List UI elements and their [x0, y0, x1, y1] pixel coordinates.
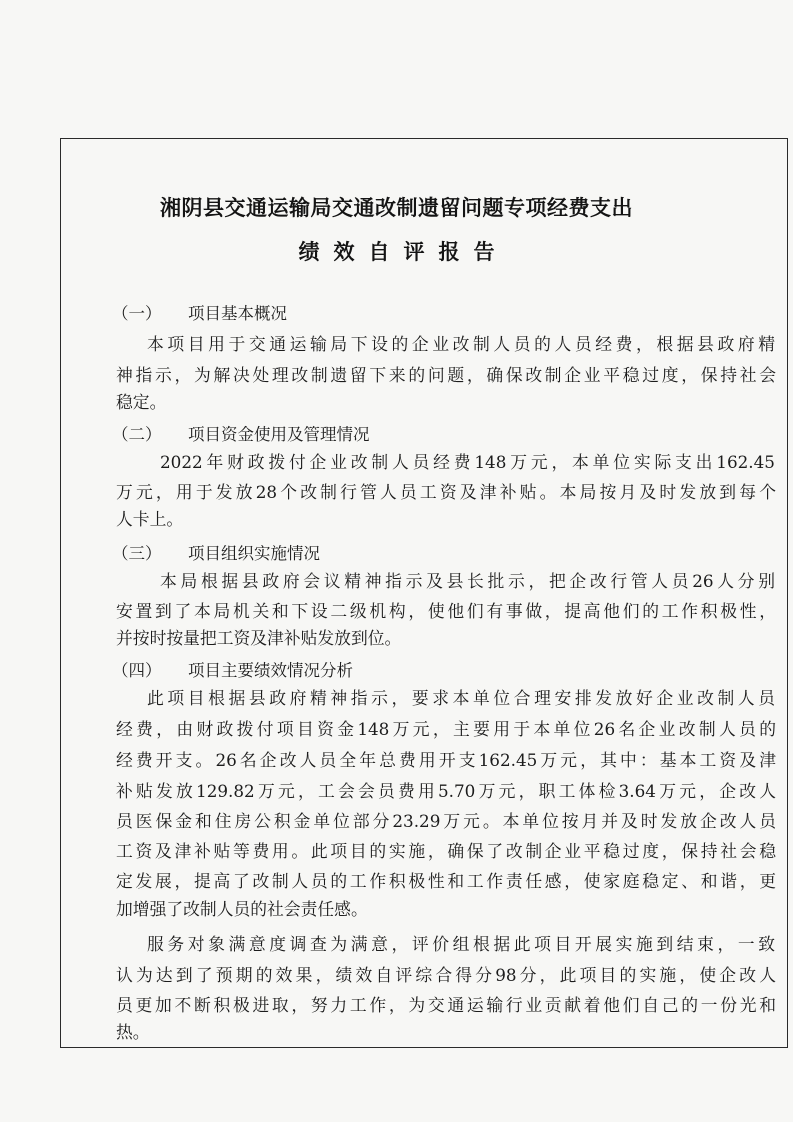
section-4-line-2: 经费，由财政拨付项目资金148万元，主要用于本单位26名企业改制人员的	[116, 719, 776, 739]
section-4-heading	[112, 657, 353, 681]
section-3-number: （三）	[112, 544, 162, 563]
section-3-line-1: 本局根据县政府会议精神指示及县长批示，把企改行管人员26人分别	[160, 571, 775, 591]
section-4-line-8: 加增强了改制人员的社会责任感。	[116, 899, 368, 919]
section-2-line-1: 2022年财政拨付企业改制人员经费148万元，本单位实际支出162.45	[160, 452, 775, 472]
section-4-line-1: 此项目根据县政府精神指示，要求本单位合理安排发放好企业改制人员	[147, 688, 775, 708]
section-4-p2-line-4: 热。	[116, 1022, 150, 1042]
section-1-line-1: 本项目用于交通运输局下设的企业改制人员的人员经费，根据县政府精	[147, 334, 775, 354]
section-3-heading	[112, 540, 320, 564]
section-2-line-2: 万元，用于发放28个改制行管人员工资及津补贴。本局按月及时发放到每个	[116, 482, 776, 502]
section-1-line-3: 稳定。	[116, 392, 167, 412]
section-2-line-3: 人卡上。	[116, 509, 184, 529]
report-title-line2: 绩效自评报告	[298, 240, 509, 264]
section-2-number: （二）	[112, 425, 162, 444]
section-4-line-3: 经费开支。26名企改人员全年总费用开支162.45万元，其中：基本工资及津	[116, 750, 776, 770]
section-4-p2-line-1: 服务对象满意度调查为满意，评价组根据此项目开展实施到结束，一致	[147, 934, 775, 954]
section-1-number: （一）	[112, 304, 162, 323]
section-4-line-7: 定发展，提高了改制人员的工作积极性和工作责任感，使家庭稳定、和谐，更	[116, 871, 776, 891]
report-title-line1: 湘阴县交通运输局交通改制遗留问题专项经费支出	[160, 196, 633, 220]
section-3-line-3: 并按时按量把工资及津补贴发放到位。	[116, 628, 402, 648]
section-1-heading	[112, 300, 287, 324]
section-3-title: 项目组织实施情况	[188, 544, 320, 563]
section-4-line-4: 补贴发放129.82万元，工会会员费用5.70万元，职工体检3.64万元，企改人	[116, 781, 776, 801]
section-4-line-5: 员医保金和住房公积金单位部分23.29万元。本单位按月并及时发放企改人员	[116, 811, 776, 831]
section-2-heading	[112, 421, 370, 445]
section-1-title: 项目基本概况	[188, 304, 287, 323]
section-4-title: 项目主要绩效情况分析	[188, 661, 353, 680]
section-1-line-2: 神指示，为解决处理改制遗留下来的问题，确保改制企业平稳过度，保持社会	[116, 365, 776, 385]
section-3-line-2: 安置到了本局机关和下设二级机构，使他们有事做，提高他们的工作积极性，	[116, 601, 776, 621]
section-4-number: （四）	[112, 661, 162, 680]
section-4-line-6: 工资及津补贴等费用。此项目的实施，确保了改制企业平稳过度，保持社会稳	[116, 841, 776, 861]
section-2-title: 项目资金使用及管理情况	[188, 425, 370, 444]
section-4-p2-line-2: 认为达到了预期的效果，绩效自评综合得分98分，此项目的实施，使企改人	[116, 965, 776, 985]
section-4-p2-line-3: 员更加不断积极进取，努力工作，为交通运输行业贡献着他们自己的一份光和	[116, 995, 776, 1015]
